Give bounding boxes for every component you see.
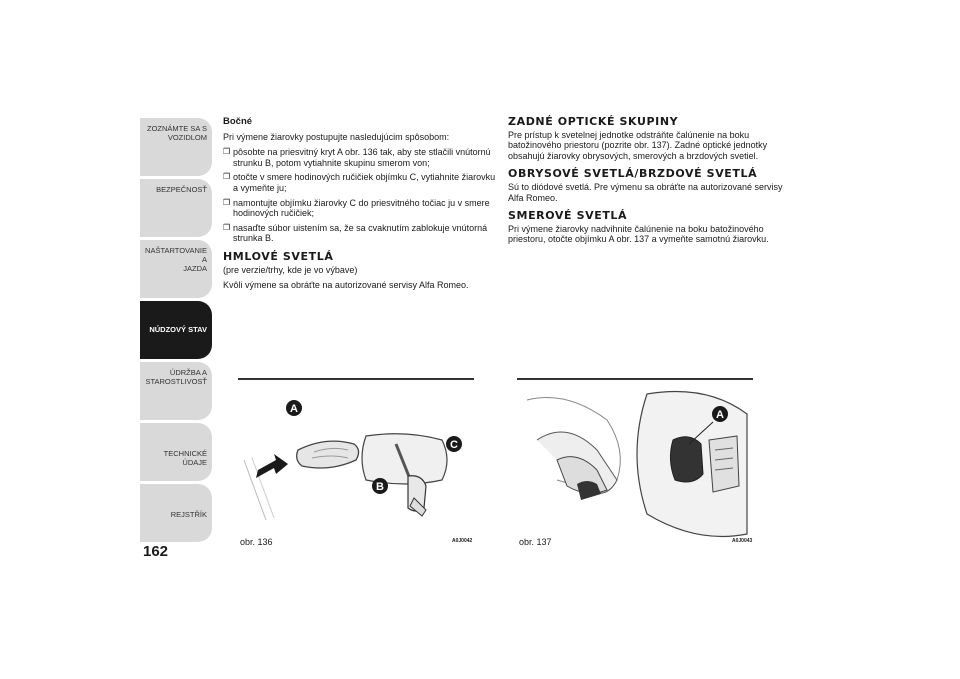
intro-text: Pri výmene žiarovky postupujte nasledujúcim spôsobom:: [223, 131, 450, 142]
direction-arrow-icon: [256, 454, 288, 478]
checkbox-bullet-icon: ❒: [223, 172, 231, 182]
right-column: [508, 117, 788, 250]
tab-label: NAŠTARTOVANIE A: [145, 246, 207, 264]
page-number: 162: [143, 543, 169, 560]
list-item-text: namontujte objímku žiarovky C do priesvitného točiac ju v smere hodinových ručičiek;: [233, 197, 490, 219]
list-item: [223, 223, 498, 244]
tab-zoznamte-sa[interactable]: [140, 118, 212, 176]
tab-label: JAZDA: [183, 264, 207, 273]
tab-rejstrik[interactable]: [140, 484, 212, 542]
tab-label: STAROSTLIVOSŤ: [145, 377, 207, 386]
tab-bezpecnost[interactable]: [140, 179, 212, 237]
tab-label: ZOZNÁMTE SA S: [146, 124, 207, 133]
list-item: [223, 172, 498, 193]
list-item: [223, 198, 498, 219]
section-text: Kvôli výmene sa obráťte na autorizované servisy Alfa Romeo.: [223, 280, 469, 291]
section-note: (pre verzie/trhy, kde je vo výbave): [223, 264, 358, 275]
tab-label: BEZPEČNOSŤ: [156, 185, 207, 194]
tab-label: REJSTŘÍK: [170, 510, 207, 519]
tab-label: TECHNICKÉ ÚDAJE: [163, 449, 207, 467]
section-heading: OBRYSOVÉ SVETLÁ/BRZDOVÉ SVETLÁ: [508, 167, 758, 181]
checkbox-bullet-icon: ❒: [223, 197, 231, 207]
section-text: Pre prístup k svetelnej jednotke odstráňte čalúnenie na boku batožinového priestoru (pozrite obr. 137). Zadné optické jednotky obsahujú žiarovky obrysových, smerových a brzdových svetiel.: [508, 129, 768, 161]
checkbox-bullet-icon: ❒: [223, 222, 231, 232]
tab-nastartovanie[interactable]: [140, 240, 212, 298]
list-item-text: otočte v smere hodinových ručičiek objímku C, vytiahnite žiarovku a vymeňte ju;: [233, 172, 496, 193]
callout-label: A: [290, 403, 298, 415]
figure-137: [517, 378, 753, 540]
section-text: Pri výmene žiarovky nadvihnite čalúnenie na boku batožinového priestoru, otočte objímku A obr. 137 a vymeňte samotnú žiarovku.: [508, 223, 769, 245]
figure-code: A0J0042: [452, 538, 473, 544]
side-lamp-illustration: [238, 380, 474, 540]
figure-caption: obr. 137: [519, 537, 552, 547]
section-text: Sú to diódové svetlá. Pre výmenu sa obráťte na autorizované servisy Alfa Romeo.: [508, 181, 783, 203]
figure-136: [238, 378, 474, 540]
list-item-text: pôsobte na priesvitný kryt A obr. 136 tak, aby ste stlačili vnútornú strunku B, potom vytiahnite skupinu smerom von;: [233, 147, 491, 168]
tab-nudzovy-stav[interactable]: [140, 301, 212, 359]
left-column: [223, 117, 498, 296]
checkbox-bullet-icon: ❒: [223, 147, 231, 157]
tab-technicke-udaje[interactable]: [140, 423, 212, 481]
tab-udrzba[interactable]: [140, 362, 212, 420]
list-item-text: nasaďte súbor uistením sa, že sa cvaknutím zablokuje vnútorná strunka B.: [233, 222, 488, 244]
tab-label: ÚDRŽBA A: [169, 368, 207, 377]
list-item: [223, 147, 498, 168]
subsection-title: Bočné: [223, 116, 253, 127]
callout-label: A: [716, 409, 724, 421]
tab-label: NÚDZOVÝ STAV: [149, 325, 207, 334]
callout-label: B: [376, 481, 384, 493]
figure-code: A0J0043: [732, 538, 753, 544]
figure-caption: obr. 136: [240, 537, 273, 547]
callout-label: C: [450, 439, 458, 451]
section-heading: HMLOVÉ SVETLÁ: [223, 249, 334, 263]
rear-lamp-illustration: [517, 380, 753, 540]
section-heading: ZADNÉ OPTICKÉ SKUPINY: [508, 115, 679, 128]
section-heading: SMEROVÉ SVETLÁ: [508, 209, 628, 223]
tab-label: VOZIDLOM: [167, 133, 207, 142]
